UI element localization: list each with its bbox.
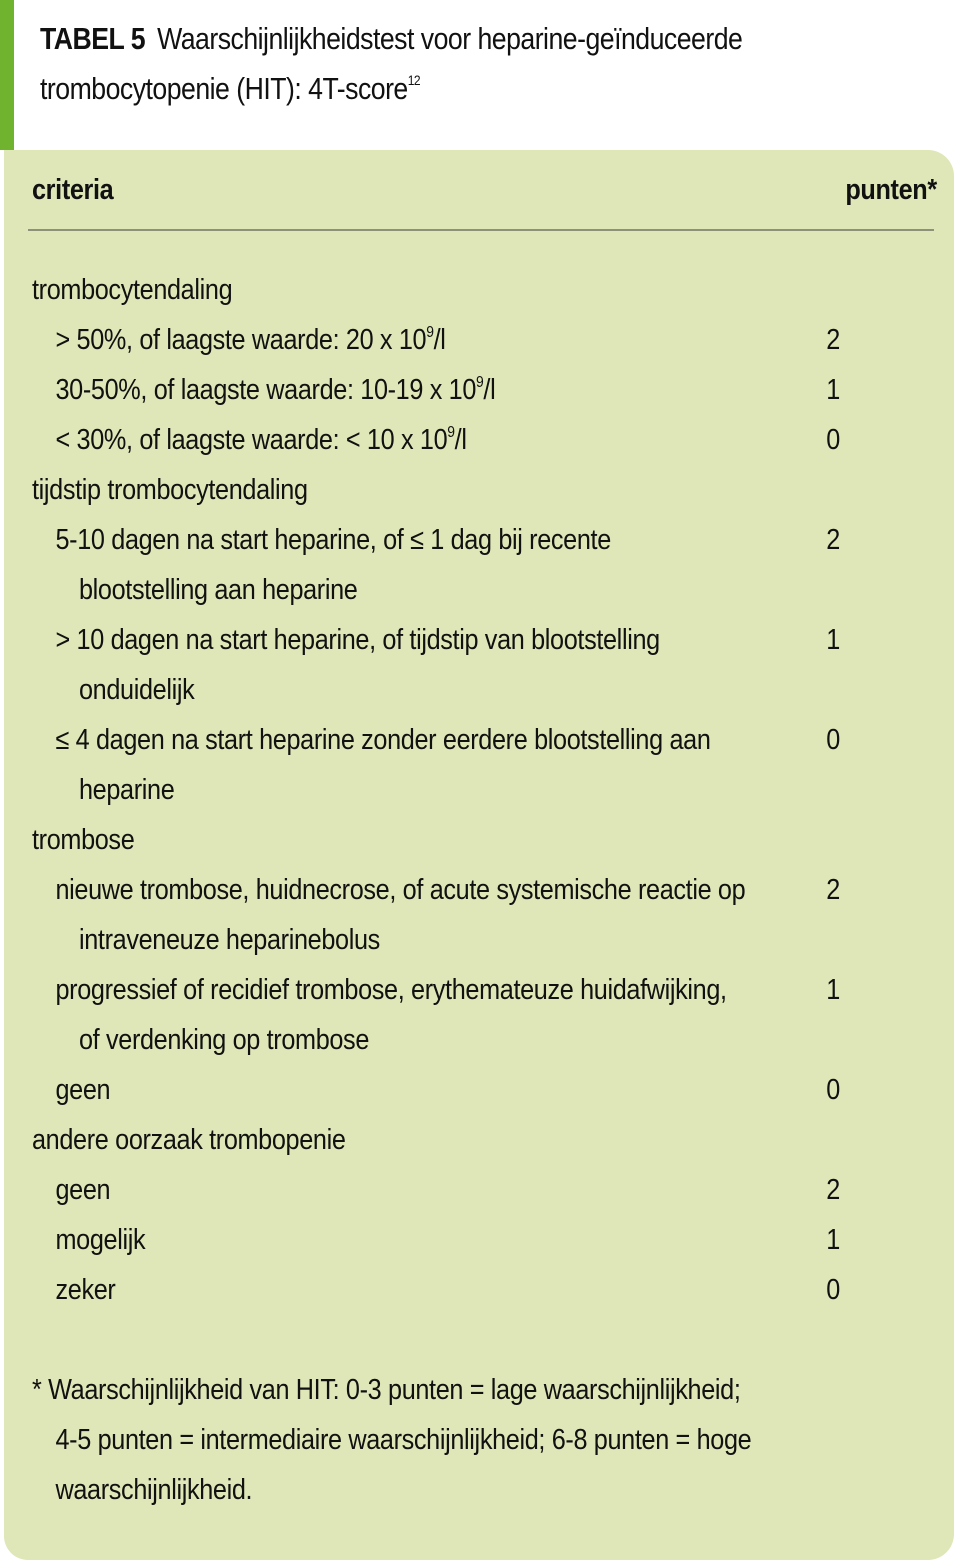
criterion-row <box>32 715 937 765</box>
row-points: 1 <box>826 624 840 656</box>
row-unit: /l <box>454 424 467 456</box>
row-exponent: 9 <box>476 374 484 391</box>
row-points: 1 <box>826 374 840 406</box>
row-points: 0 <box>826 724 840 756</box>
table-header <box>32 170 937 210</box>
row-points: 2 <box>826 324 840 356</box>
footnote-line-2: 4-5 punten = intermediaire waarschijnlijkheid; 6-8 punten = hoge <box>55 1424 752 1456</box>
category-row <box>32 815 937 865</box>
criterion-row <box>32 365 937 415</box>
row-points: 0 <box>826 1074 840 1106</box>
footnote <box>32 1365 937 1515</box>
header-divider <box>28 229 934 231</box>
category-row <box>32 465 937 515</box>
title-reference: 12 <box>407 72 421 88</box>
row-points: 2 <box>826 874 840 906</box>
header-points: punten* <box>845 174 937 206</box>
row-unit: /l <box>433 324 446 356</box>
criterion-continuation-row <box>32 565 937 615</box>
category-row <box>32 1115 937 1165</box>
criterion-row <box>32 1065 937 1115</box>
criterion-row <box>32 865 937 915</box>
table-body <box>32 265 937 1315</box>
row-text: trombocytendaling <box>32 274 233 306</box>
row-exponent: 9 <box>426 324 434 341</box>
criterion-row <box>32 1165 937 1215</box>
row-text: 30-50%, of laagste waarde: 10-19 x 10 <box>55 374 477 406</box>
row-text: intraveneuze heparinebolus <box>78 924 380 956</box>
criterion-row <box>32 315 937 365</box>
row-text: blootstelling aan heparine <box>78 574 358 606</box>
criterion-continuation-row <box>32 915 937 965</box>
criterion-row <box>32 515 937 565</box>
row-text: > 10 dagen na start heparine, of tijdstip van blootstelling <box>55 624 660 656</box>
row-points: 2 <box>826 524 840 556</box>
table-panel <box>4 150 954 1560</box>
row-text: nieuwe trombose, huidnecrose, of acute systemische reactie op <box>55 874 746 906</box>
table-title <box>40 14 814 114</box>
footnote-line-3: waarschijnlijkheid. <box>55 1474 253 1506</box>
criterion-continuation-row <box>32 1015 937 1065</box>
title-line-2 <box>40 64 814 114</box>
criterion-row <box>32 615 937 665</box>
title-line-1 <box>40 14 814 64</box>
row-text: trombose <box>32 824 135 856</box>
criterion-row <box>32 1215 937 1265</box>
row-text: < 30%, of laagste waarde: < 10 x 10 <box>55 424 448 456</box>
criterion-continuation-row <box>32 665 937 715</box>
criterion-continuation-row <box>32 765 937 815</box>
row-text: zeker <box>55 1274 116 1306</box>
row-unit: /l <box>483 374 496 406</box>
header-criteria: criteria <box>32 174 114 206</box>
row-text: geen <box>55 1074 111 1106</box>
row-text: ≤ 4 dagen na start heparine zonder eerdere blootstelling aan <box>55 724 711 756</box>
accent-bar <box>0 0 14 150</box>
row-text: heparine <box>78 774 175 806</box>
footnote-line-1: * Waarschijnlijkheid van HIT: 0-3 punten = lage waarschijnlijkheid; <box>32 1374 741 1406</box>
row-text: mogelijk <box>55 1224 146 1256</box>
row-exponent: 9 <box>447 424 455 441</box>
row-points: 1 <box>826 1224 840 1256</box>
criterion-row <box>32 415 937 465</box>
title-text-line-1: Waarschijnlijkheidstest voor heparine-geïnduceerde <box>157 21 743 56</box>
row-text: andere oorzaak trombopenie <box>32 1124 346 1156</box>
table-number-label: TABEL 5 <box>40 21 146 56</box>
criterion-row <box>32 1265 937 1315</box>
row-text: 5-10 dagen na start heparine, of ≤ 1 dag bij recente <box>55 524 611 556</box>
row-text: geen <box>55 1174 111 1206</box>
row-text: of verdenking op trombose <box>78 1024 370 1056</box>
category-row <box>32 265 937 315</box>
criterion-row <box>32 965 937 1015</box>
row-points: 1 <box>826 974 840 1006</box>
row-points: 0 <box>826 1274 840 1306</box>
row-points: 2 <box>826 1174 840 1206</box>
row-text: onduidelijk <box>78 674 195 706</box>
row-text: progressief of recidief trombose, erythemateuze huidafwijking, <box>55 974 727 1006</box>
title-text-line-2: trombocytopenie (HIT): 4T-score <box>40 71 408 106</box>
row-points: 0 <box>826 424 840 456</box>
row-text: > 50%, of laagste waarde: 20 x 10 <box>55 324 427 356</box>
row-text: tijdstip trombocytendaling <box>32 474 308 506</box>
